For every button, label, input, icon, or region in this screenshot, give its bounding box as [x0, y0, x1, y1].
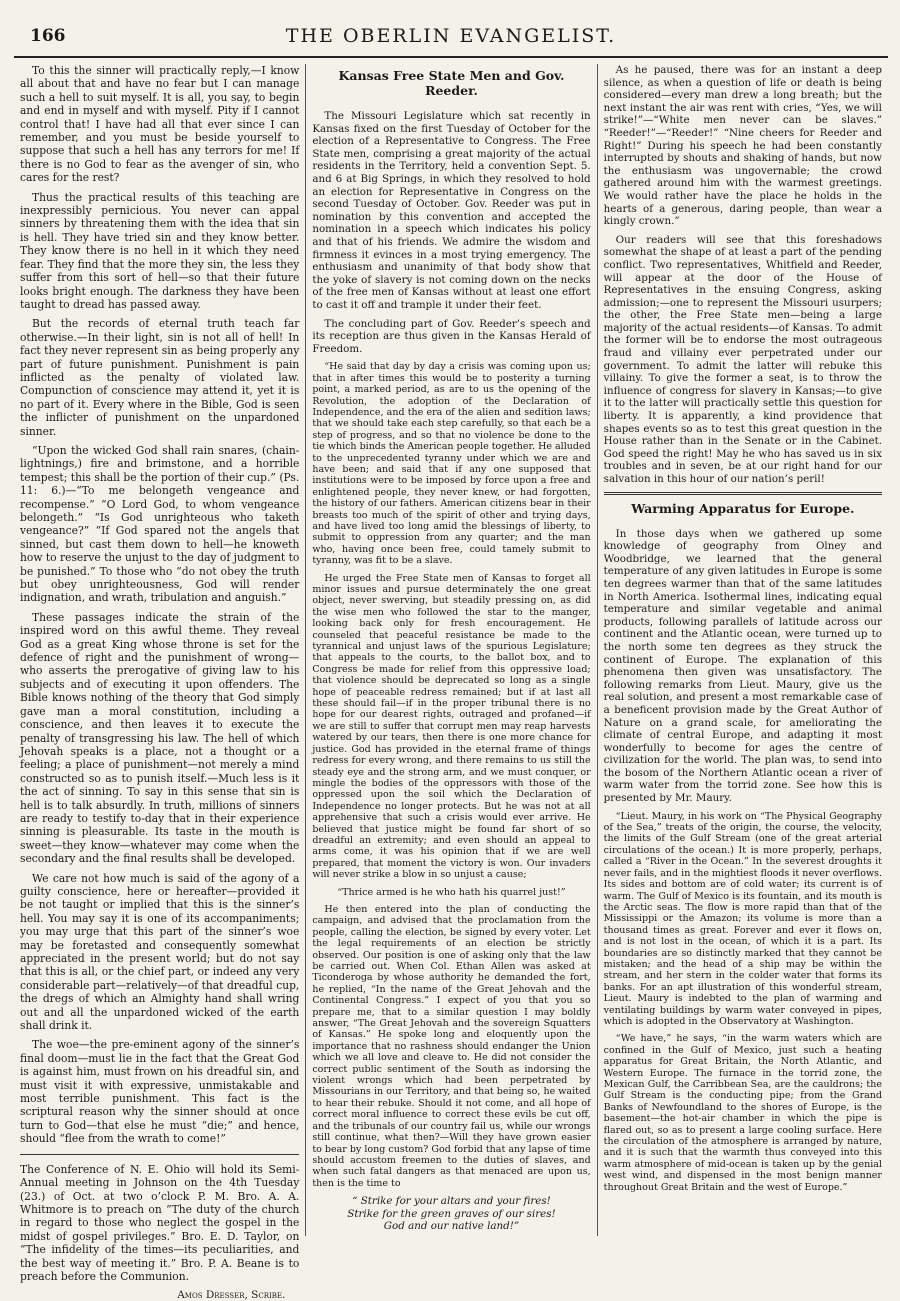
column-3	[597, 64, 888, 1236]
paragraph: In those days when we gathered up some knowledge of geography from Olney and Woodbridge, we learned that the general temperature of any given latitudes in Europe is some ten degrees warmer than that of the same latitudes in North America. Isothermal lines, indicating equal temperature and similar vegetable and animal products, following parallels of latitude across our continent and the Atlantic ocean, were turned up to the north some ten degrees as they struck the continent of Europe. The explanation of this phenomena then given was unsatisfactory. The following remarks from Lieut. Maury, give us the real solution, and present a most remarkable case of a beneficent provision made by the Great Author of Nature on a grand scale, for ameliorating the climate of central Europe, and adapting it most wonderfully to become for ages the centre of civilization for the world. The plan was, to send into the bosom of the Northern Atlantic ocean a river of warm water from the torrid zone. See how this is presented by Mr. Maury.	[603, 527, 882, 805]
quoted-paragraph: “We have,” he says, “in the warm waters which are confined in the Gulf of Mexico, just such a heating apparatus for Great Britain, the North Atlantic, and Western Europe. The furnace in the torrid zone, the Mexican Gulf, the Carribbean Sea, are the cauldrons; the Gulf Stream is the conducting pipe; from the Grand Banks of Newfoundland to the shores of Europe, is the basement—the hot-air chamber in which the pipe is flared out, so as to present a large cooling surface. Here the circulation of the atmosphere is arranged by nature, and it is such that the warmth thus conveyed into this warm atmosphere of mid-ocean is taken up by the genial west wind, and dispensed in the most benign manner throughout Great Britain and the west of Europe.”	[603, 1033, 882, 1193]
paragraph: Our readers will see that this foreshadows somewhat the shape of at least a part of the pending conflict. Two representatives, Whitfield and Reeder, will appear at the door of the House of Representatives in the ensuing Congress, asking admission;—one to represent the Missouri usurpers; the other, the Free State men—being a large majority of the actual residents—of Kansas. To admit the former will be to endorse the most outrageous fraud and villainy ever perpetrated under our government. To admit the latter will rebuke this villainy. To give the former a seat, is to throw the influence of congress for slavery in Kansas;—to give it to the latter will practically settle this question for liberty. It is apparently, a kind providence that shapes events so as to test this great question in the House rather than in the Senate or in the Cabinet. God speed the right! May he who has saved us in six troubles and in seven, be at our right hand for our salvation in this hour of our nation’s peril!	[603, 233, 882, 485]
paragraph: But the records of eternal truth teach far otherwise.—In their light, sin is not all of hell! In fact they never represent sin as being properly any part of future punishment. Punishment is pain inflicted as the penalty of violated law. Compunction of conscience may attend it, yet it is no part of it. Every where in the Bible, God is seen the inflicter of punishment on the unpardoned sinner.	[20, 317, 300, 438]
column-1	[14, 64, 305, 1301]
page-number: 166	[30, 26, 66, 46]
paragraph: As he paused, there was for an instant a deep silence, as when a question of life or death is being considered—every man drew a long breath; but the next instant the air was rent with cries, “Yes, we will strike!”—“White men never can be slaves.” “Reeder!”—“Reeder!” “Nine cheers for Reeder and Right!” During his speech he had been constantly interrupted by shouts and shaking of hands, but now the enthusiasm was ungovernable; the crowd gathered around him with the warmest greetings. We would rather have the place he holds in the hearts of a generous, daring people, than wear a kingly crown.”	[603, 64, 882, 228]
verse-line: Strike for the green graves of our sires!	[347, 1207, 556, 1220]
masthead	[14, 12, 888, 58]
quoted-paragraph: He then entered into the plan of conducting the campaign, and advised that the proclamation from the people, calling the election, be signed by every voter. Let the legal requirements of an election be strictly observed. Our position is one of asking only that the law be carried out. When Col. Ethan Allen was asked at Ticonderoga by whose authority he demanded the fort, he replied, “In the name of the Great Jehovah and the Continental Congress.” I expect of you that you so prepare me, that to a similar question I may boldly answer, “The Great Jehovah and the sovereign Squatters of Kansas.” He spoke long and eloquently upon the importance that no rashness should endanger the Union which we all love and cleave to. He did not consider the correct public sentiment of the South as indorsing the violent wrongs which had been perpetrated by Missourians in our Territory, and that being so, he waited to hear their rebuke. Should it not come, and all hope of correct moral influence to correct these evils be cut off, and the tribunals of our country fail us, while our wrongs still continue, what then?—Will they have grown easier to bear by long custom? God forbid that any lapse of time should accustom freemen to the duties of slaves, and when such fatal dangers as that menaced are upon us, then is the time to	[312, 903, 591, 1189]
verse	[312, 1195, 590, 1233]
column-2	[305, 64, 596, 1236]
paragraph: We care not how much is said of the agony of a guilty conscience, here or hereafter—provided it be not taught or implied that this is the sinner’s hell. You may say it is one of its accompaniments; you may urge that this part of the sinner’s woe may be foretasted and consequently somewhat appreciated in the present world; but do not say that this is all, or the chief part, or indeed any very considerable part—relatively—of that dreadful cup, the dregs of which an Almighty hand shall wring out and all the unpardoned wicked of the earth shall drink it.	[20, 871, 300, 1033]
verse-line: God and our native land!”	[383, 1220, 520, 1233]
notice-text: The Conference of N. E. Ohio will hold its Semi-Annual meeting in Johnson on the 4th Tuesday (23.) of Oct. at two o’clock P. M. Bro. A. A. Whitmore is to preach on “The duty of the church in regard to those who neglect the gospel in the midst of gospel privileges.” Bro. E. D. Taylor, on “The infidelity of the times—its peculiarities, and the best way of meeting it.” Bro. P. A. Beane is to preach before the Communion.	[20, 1162, 300, 1283]
paragraph: The woe—the pre-eminent agony of the sinner’s final doom—must lie in the fact that the Great God is against him, must frown on his dreadful sin, and must visit it with expressive, unmistakable and most terrible punishment. This fact is the scriptural reason why the sinner should at once turn to God—that else he must “die;” and hence, should “flee from the wrath to come!”	[20, 1038, 300, 1146]
paragraph: The concluding part of Gov. Reeder’s speech and its reception are thus given in the Kansas Herald of Freedom.	[312, 317, 591, 355]
signature: Amos Dresser, Scribe.	[177, 1289, 286, 1301]
quoted-paragraph: He urged the Free State men of Kansas to forget all minor issues and pursue determinately the one great object, never swerving, but steadily pressing on, as did the wise men who followed the star to the manger, looking back only for fresh encouragement. He counseled that peaceful resistance be made to the tyrannical and unjust laws of the spurious Legislature; that appeals to the courts, to the ballot box, and to Congress be made for relief from this oppressive load; that violence should be deprecated so long as a single hope of peaceable redress remained; but if at last all these should fail—if in the proper tribunal there is no hope for our dearest rights, outraged and profaned—if we are still to suffer that corrupt men may reap harvests watered by our tears, then there is one more chance for justice. God has provided in the eternal frame of things redress for every wrong, and there remains to us still the steady eye and the strong arm, and we must conquer, or mingle the bodies of the oppressors with those of the oppressed upon the soil which the Declaration of Independence no longer protects. But he was not at all apprehensive that such a crisis would ever arrive. He believed that justice might be found far short of so dreadful an extremity; and even should an appeal to arms come, it was his opinion that if we are well prepared, that moment the victory is won. Our invaders will never strike a blow in so unjust a cause;	[312, 572, 591, 881]
divider	[20, 1154, 299, 1155]
paragraph: Thus the practical results of this teaching are inexpressibly pernicious. You never can appal sinners by threatening them with the idea that sin is hell. They have tried sin and they know better. They know there is no hell in it which they need fear. They find that the more they sin, the less they suffer from this sort of hell—so that their future looks bright enough. The darkness they have been taught to dread has passed away.	[20, 190, 300, 311]
paragraph: “Upon the wicked God shall rain snares, (chain-lightnings,) fire and brimstone, and a horrible tempest; this shall be the portion of their cup.” (Ps. 11: 6.)—“To me belongeth vengeance and recompense.” “O Lord God, to whom vengeance belongeth.” “Is God unrighteous who taketh vengeance?” “If God spared not the angels that sinned, but cast them down to hell—he knoweth how to reserve the unjust to the day of judgment to be punished.” To those who “do not obey the truth but obey unrighteousness, God will render indignation, and wrath, tribulation and anguish.”	[20, 443, 300, 605]
quoted-line: “Thrice armed is he who hath his quarrel just!”	[337, 886, 566, 898]
article-heading: Kansas Free State Men and Gov. Reeder.	[338, 68, 565, 98]
verse-line: “ Strike for your altars and your fires!	[352, 1195, 551, 1208]
paragraph: The Missouri Legislature which sat recently in Kansas fixed on the first Tuesday of October for the election of a Representative to Congress. The Free State men, comprising a great majority of the actual residents in the Territory, held a convention Sept. 5. and 6 at Big Springs, in which they resolved to hold an election for Representative in Congress on the second Tuesday of October. Gov. Reeder was put in nomination by this convention and accepted the nomination in a speech which indicates his policy and that of his friends. We admire the wisdom and firmness it evinces in a most trying emergency. The enthusiasm and unanimity of that body show that the yoke of slavery is not coming down on the necks of the free men of Kansas without at least one effort to cast it off and trample it under their feet.	[312, 110, 591, 311]
conference-notice	[20, 1163, 299, 1301]
divider	[604, 492, 882, 495]
article-heading: Warming Apparatus for Europe.	[631, 500, 855, 516]
paragraph: These passages indicate the strain of the inspired word on this awful theme. They reveal God as a great King whose throne is set for the defence of right and the punishment of wrong—who asserts the prerogative of giving law to his subjects and of executing it upon offenders. The Bible knows nothing of the theory that God simply gave man a moral constitution, including a conscience, and then leaves it to execute the penalty of transgressing his law. The hell of which Jehovah speaks is a place, not a thought or a feeling; a place of punishment—not merely a mind constructed so as to punish itself.—Much less is it the act of sinning. To say in this sense that sin is hell is to talk absurdly. In truth, millions of sinners are ready to testify to-day that in their experience sinning is pleasurable. Its taste in the mouth is sweet—they know—whatever may come when the secondary and the final results shall be developed.	[20, 610, 300, 866]
quoted-paragraph: “Lieut. Maury, in his work on “The Physical Geography of the Sea,” treats of the origin, the course, the velocity, the limits of the Gulf Stream (one of the great arterial circulations of the ocean.) It is more properly, perhaps, called a “River in the Ocean.” In the severest droughts it never fails, and in the mightiest floods it never overflows. Its sides and bottom are of cold water; its current is of warm. The Gulf of Mexico is its fountain, and its mouth is the Arctic seas. The flow is more rapid than that of the Mississippi or the Amazon; its volume is more than a thousand times as great. Forever and ever it flows on, and is not lost in the ocean, of which it is a part. Its boundaries are so distinctly marked that they cannot be mistaken; and the head of a ship may be within the stream, and her stern in the colder water that forms its banks. For an apt illustration of this wonderful stream, Lieut. Maury is indebted to the plan of warming and ventilating buildings by warm water conveyed in pipes, which is adopted in the Observatory at Washington.	[603, 810, 882, 1027]
quoted-paragraph: “He said that day by day a crisis was coming upon us; that in after times this would be to posterity a turning point, a marked period, as are to us the opening of the Revolution, the adoption of the Declaration of Independence, and the era of the alien and sedition laws; that we should take each step carefully, so that each be a step of progress, and so that no violence be done to the tie which binds the American people together. He alluded to the unprecedented tyranny under which we are and have been; and said that if any one supposed that institutions were to be imposed by force upon a free and enlightened people, they never knew, or had forgotten, the history of our fathers. American citizens bear in their breasts too much of the spirit of other and trying days, and have lived too long amid the blessings of liberty, to submit to oppression from any quarter; and the man who, having once been free, could tamely submit to tyranny, was fit to be a slave.	[312, 361, 591, 567]
paragraph: To this the sinner will practically reply,—I know all about that and have no fear but I can manage such a hell to suit myself. It is all, you say, to begin and end in myself and with myself. Pity if I cannot control that! I have had all that ever since I can remember, and you must be beside yourself to suppose that such a hell has any terrors for me! If there is no God to fear as the avenger of sin, who cares for the rest?	[20, 64, 300, 185]
columns	[14, 64, 888, 1301]
running-title: THE OBERLIN EVANGELIST.	[285, 25, 617, 47]
